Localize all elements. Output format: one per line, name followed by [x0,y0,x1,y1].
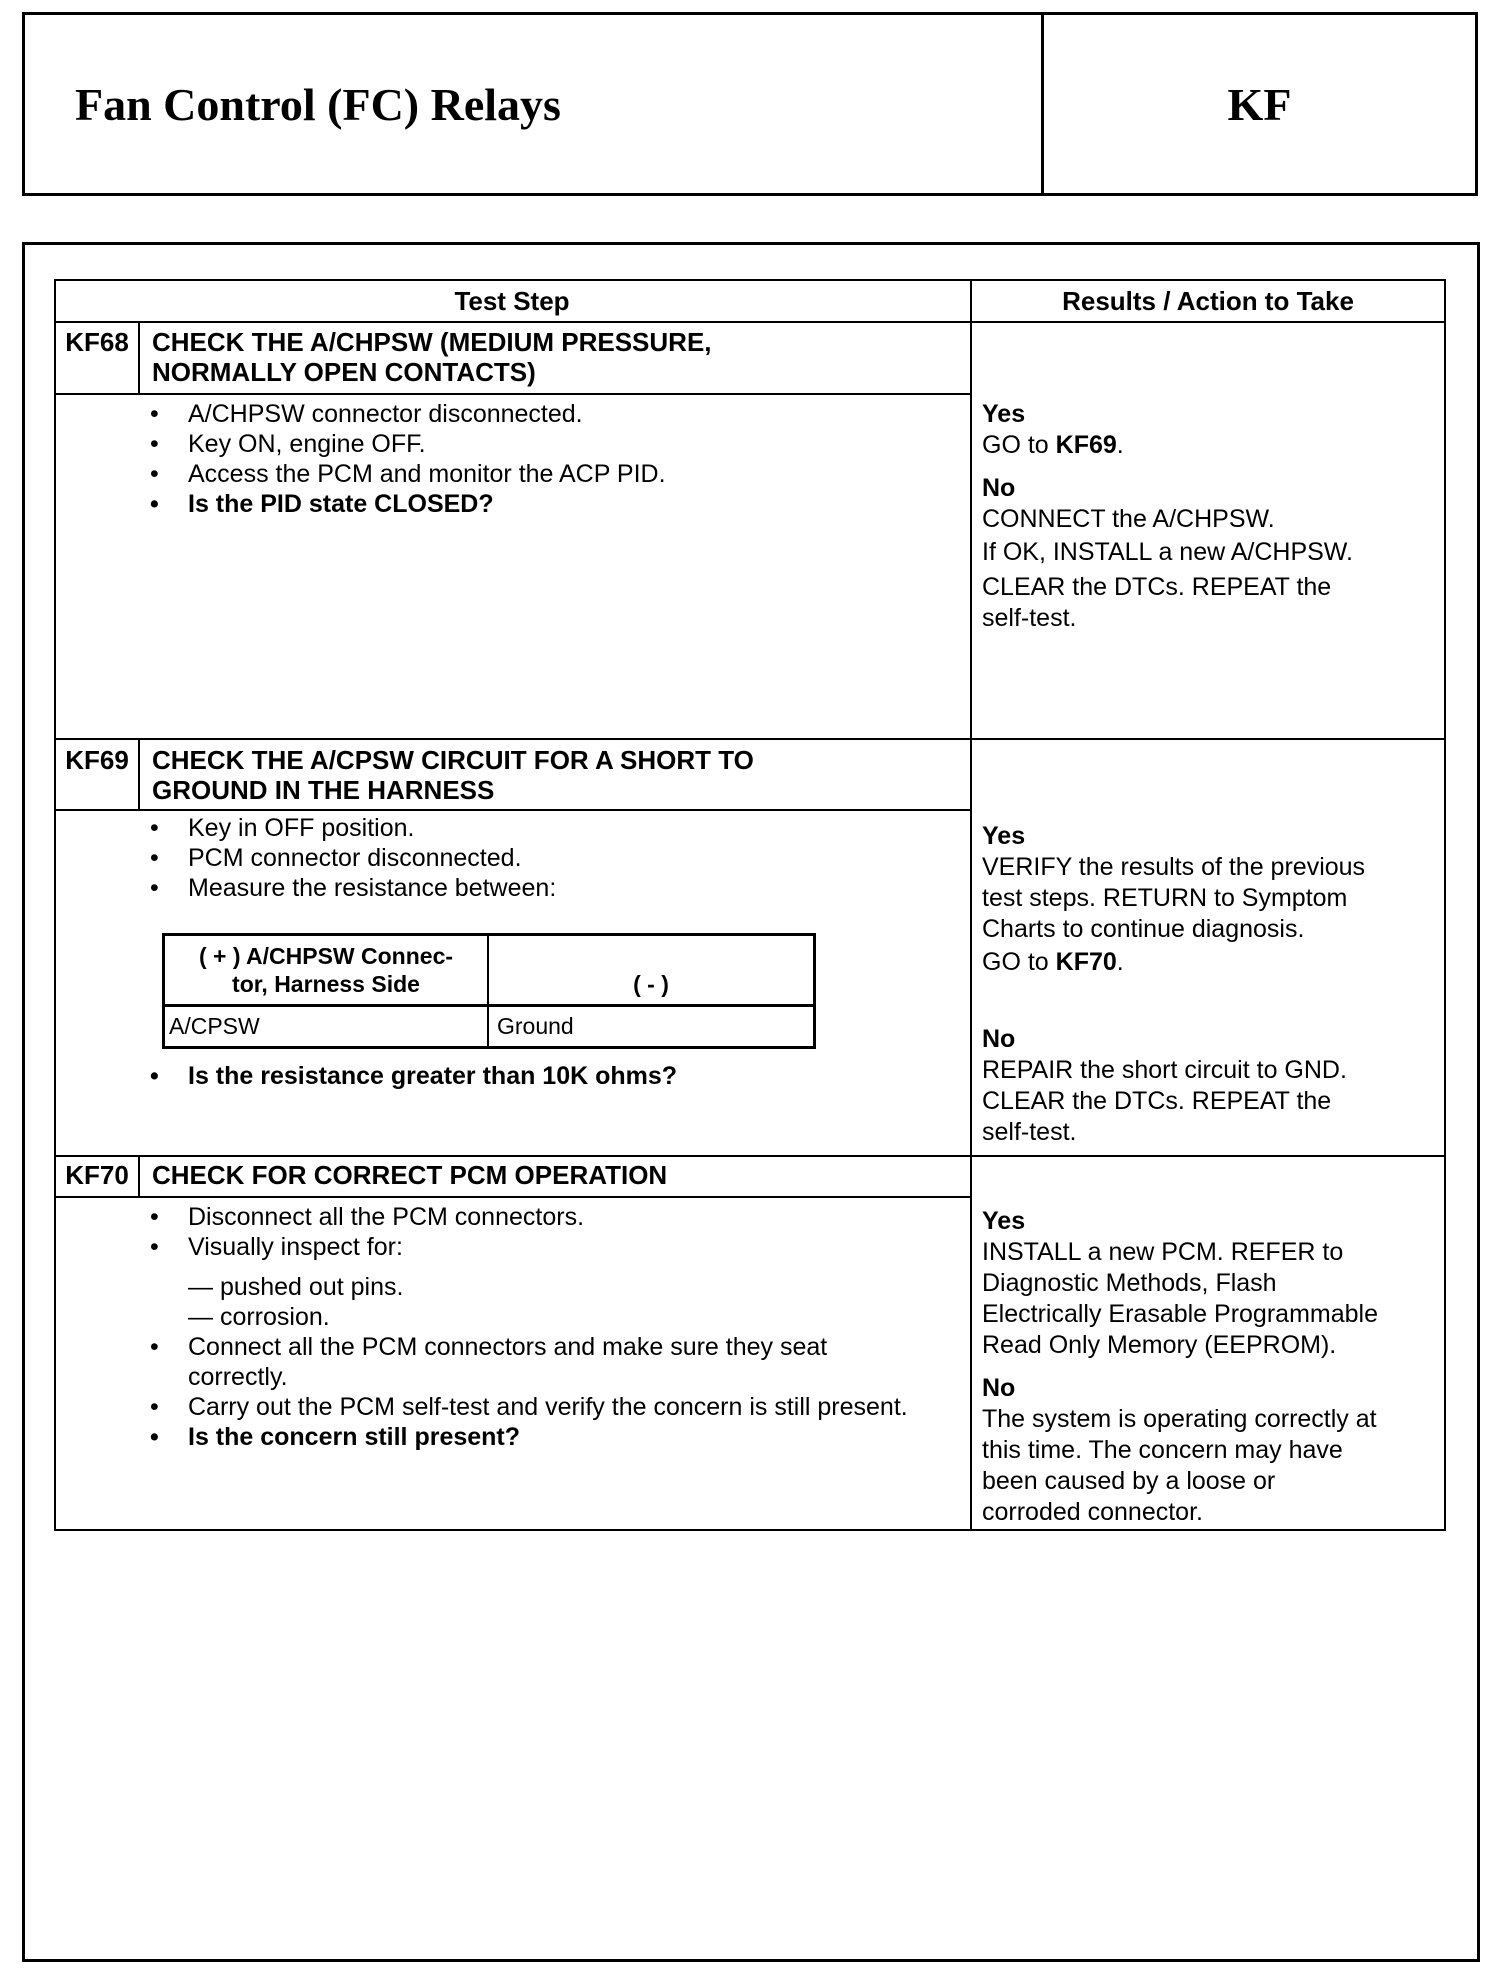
step-id: KF69 [65,745,129,775]
measurement-header-negative: ( - ) [633,971,669,997]
yes-action-line: test steps. RETURN to Symptom [982,884,1348,912]
no-action-line: CLEAR the DTCs. REPEAT the [982,573,1332,601]
step-question: • Is the concern still present? [138,1422,918,1452]
yes-action-line: Electrically Erasable Programmable [982,1300,1378,1328]
yes-action-text: GO to [982,431,1056,459]
goto-step-link[interactable]: KF69 [1055,431,1117,459]
step-title-line: CHECK THE A/CHPSW (MEDIUM PRESSURE, [152,327,712,357]
measurement-header-positive [165,942,487,998]
yes-label: Yes [982,1207,1026,1235]
no-action-line: REPAIR the short circuit to GND. [982,1056,1347,1084]
yes-action-line: Read Only Memory (EEPROM). [982,1331,1337,1359]
step-kf68 [54,321,1446,739]
no-label: No [982,1025,1016,1053]
yes-action-text: . [1116,431,1124,459]
step-results [970,821,1452,1148]
yes-label: Yes [982,822,1026,850]
yes-action-line: Charts to continue diagnosis. [982,915,1305,943]
instruction-item: • Key in OFF position. [138,813,958,843]
page-title: Fan Control (FC) Relays [75,78,561,130]
measurement-header-divider [165,1004,813,1007]
step-results [970,1206,1456,1528]
instruction-item: • Carry out the PCM self-test and verify the concern is still present. [138,1392,918,1422]
step-id: KF68 [65,327,129,357]
no-action-line: this time. The concern may have [982,1436,1343,1464]
table-border-bottom [54,1529,1446,1531]
column-header-test-step: Test Step [454,286,570,316]
step-question: • Is the resistance greater than 10K ohms? [138,1061,958,1091]
instruction-item: • Connect all the PCM connectors and make sure they seat correctly. [138,1332,918,1392]
step-kf69 [54,739,1446,1155]
yes-action [982,947,1452,978]
step-title-divider [54,1196,970,1198]
step-title-line: CHECK THE A/CPSW CIRCUIT FOR A SHORT TO [152,745,754,775]
measurement-table [162,933,816,1049]
step-title-divider [54,393,970,395]
no-action-line: The system is operating correctly at [982,1405,1377,1433]
no-action-line: self-test. [982,1118,1077,1146]
step-title-line: GROUND IN THE HARNESS [152,775,495,805]
yes-action-line: VERIFY the results of the previous [982,853,1366,881]
yes-action-line: Diagnostic Methods, Flash [982,1269,1277,1297]
yes-action-text: GO to [982,948,1056,976]
measurement-header-line: tor, Harness Side [232,971,420,997]
instruction-item: • Measure the resistance between: [138,873,958,903]
section-code: KF [1227,78,1292,130]
step-instructions [138,399,958,519]
step-id-divider [138,321,140,393]
page-header [22,12,1478,196]
no-label: No [982,1374,1016,1402]
step-id: KF70 [65,1160,129,1190]
no-action-line: If OK, INSTALL a new A/CHPSW. [982,538,1353,566]
step-title: CHECK FOR CORRECT PCM OPERATION [152,1160,668,1190]
inspection-subitems [138,1272,958,1332]
instruction-item: • Key ON, engine OFF. [138,429,958,459]
no-action-line: been caused by a loose or [982,1467,1276,1495]
step-question: • Is the PID state CLOSED? [138,489,958,519]
yes-action-text: . [1116,948,1124,976]
step-instructions [138,813,958,903]
step-id-divider [138,739,140,809]
yes-label: Yes [982,400,1026,428]
yes-action-line: INSTALL a new PCM. REFER to [982,1238,1344,1266]
measurement-cell-negative: Ground [497,1013,574,1039]
diagnostic-table [54,279,1446,1531]
inspection-subitem: — pushed out pins. [188,1273,404,1301]
step-results [970,399,1452,634]
no-action-line: CLEAR the DTCs. REPEAT the [982,1087,1332,1115]
step-title [152,327,962,387]
step-instructions-continued [138,1332,918,1452]
instruction-item: • Access the PCM and monitor the ACP PID. [138,459,958,489]
no-label: No [982,474,1016,502]
step-instructions [138,1202,958,1262]
measurement-header-line: ( + ) A/CHPSW Connec- [198,943,454,969]
instruction-item: • PCM connector disconnected. [138,843,958,873]
step-question-list [138,1061,958,1091]
measurement-cell-positive: A/CPSW [169,1013,260,1039]
no-action-line: CONNECT the A/CHPSW. [982,505,1275,533]
no-action-line: corroded connector. [982,1498,1203,1526]
inspection-subitem: — corrosion. [188,1303,330,1331]
step-title [152,745,962,805]
goto-step-link[interactable]: KF70 [1055,948,1117,976]
yes-action [982,430,1452,461]
instruction-item: • Visually inspect for: [138,1232,958,1262]
no-action-line: self-test. [982,604,1077,632]
step-title-divider [54,809,970,811]
column-header-results: Results / Action to Take [1062,286,1354,316]
step-title-line: NORMALLY OPEN CONTACTS) [152,357,536,387]
instruction-item: • Disconnect all the PCM connectors. [138,1202,958,1232]
step-id-divider [138,1156,140,1196]
step-kf70 [54,1156,1446,1529]
instruction-item: • A/CHPSW connector disconnected. [138,399,958,429]
